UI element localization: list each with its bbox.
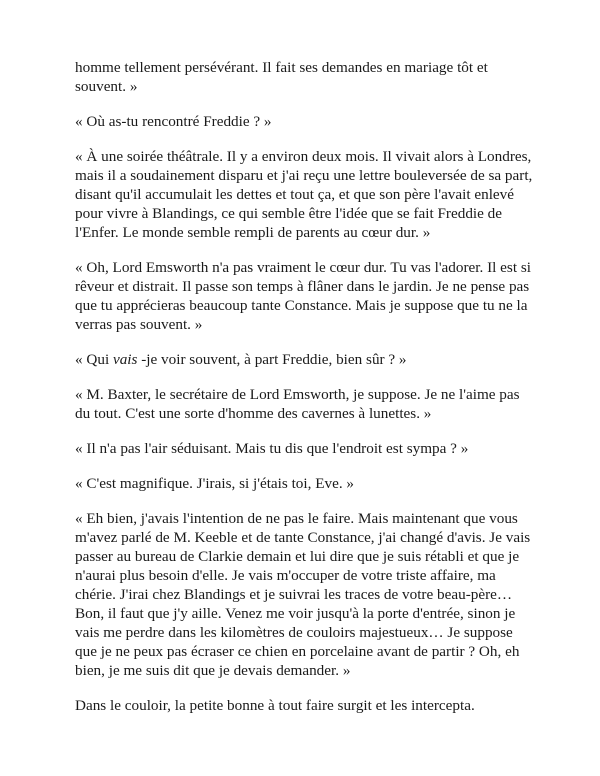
paragraph-10: Dans le couloir, la petite bonne à tout faire surgit et les intercepta. [75,697,475,714]
document-page [75,58,537,731]
paragraph-6: « M. Baxter, le secrétaire de Lord Emsworth, je suppose. Je ne l'aime pas du tout. C'est une sorte d'homme des cavernes à lunettes. » [75,386,520,422]
paragraph-9: « Eh bien, j'avais l'intention de ne pas le faire. Mais maintenant que vous m'avez parlé de M. Keeble et de tante Constance, j'ai changé d'avis. Je vais passer au bureau de Clarkie demain et lui dire que je suis rétabli et que je n'aurai plus besoin d'elle. Je vais m'occuper de votre triste affaire, ma chérie. J'irai chez Blandings et je suivrai les traces de votre beau-père… Bon, il faut que j'y aille. Venez me voir jusqu'à la porte d'entrée, sinon je vais me perdre dans les kilomètres de couloirs majestueux… Je suppose que je ne peux pas écraser ce chien en porcelaine avant de partir ? Oh, eh bien, je me suis dit que je devais demander. » [75,510,531,679]
paragraph-4: « Oh, Lord Emsworth n'a pas vraiment le cœur dur. Tu vas l'adorer. Il est si rêveur et distrait. Il passe son temps à flâner dans le jardin. Je ne pense pas que tu apprécieras beaucoup tante Constance. Mais je suppose que tu ne la verras pas souvent. » [75,259,531,333]
paragraph-2: « Où as-tu rencontré Freddie ? » [75,113,272,130]
paragraph-5-after: -je voir souvent, à part Freddie, bien sûr ? » [137,351,407,368]
paragraph-7: « Il n'a pas l'air séduisant. Mais tu dis que l'endroit est sympa ? » [75,440,469,457]
paragraph-5 [75,350,537,369]
paragraph-5-before: « Qui [75,351,113,368]
paragraph-5-emphasis: vais [112,351,138,368]
paragraph-3: « À une soirée théâtrale. Il y a environ deux mois. Il vivait alors à Londres, mais il a soudainement disparu et j'ai reçu une lettre bouleversée de sa part, disant qu'il accumulait les dettes et tout ça, et que son père l'avait enlevé pour vivre à Blandings, ce qui semble être l'idée que se fait Freddie de l'Enfer. Le monde semble rempli de parents au cœur dur. » [75,148,533,241]
paragraph-1: homme tellement persévérant. Il fait ses demandes en mariage tôt et souvent. » [75,59,488,95]
paragraph-8: « C'est magnifique. J'irais, si j'étais toi, Eve. » [75,475,355,492]
